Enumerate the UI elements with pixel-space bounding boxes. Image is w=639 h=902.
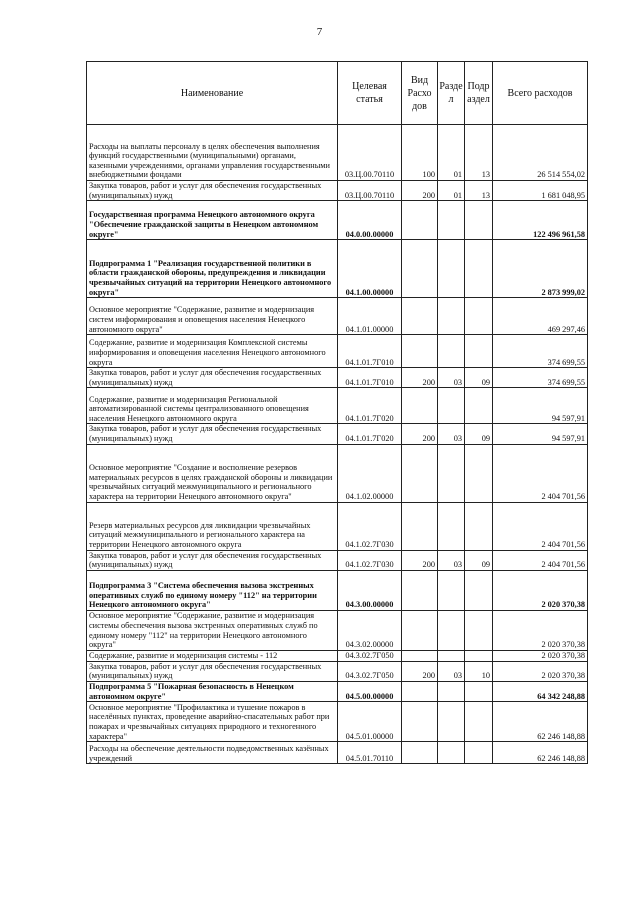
header-row — [87, 62, 588, 125]
row-total: 2 020 370,38 — [493, 661, 588, 681]
row-expense-type — [402, 570, 438, 610]
row-section — [438, 298, 465, 335]
row-subsection: 13 — [465, 125, 493, 181]
table-row — [87, 502, 588, 550]
row-expense-type: 200 — [402, 661, 438, 681]
row-target-article: 04.3.02.7Г050 — [338, 650, 402, 661]
row-name: Содержание, развитие и модернизация Комплексной системы информирования и оповещения населения Ненецкого автономного округа — [87, 335, 338, 368]
row-total: 94 597,91 — [493, 388, 588, 424]
row-subsection — [465, 650, 493, 661]
row-name: Содержание, развитие и модернизация системы - 112 — [87, 650, 338, 661]
table-row — [87, 298, 588, 335]
row-name: Государственная программа Ненецкого автономного округа "Обеспечение гражданской защиты в Ненецком автономном округе" — [87, 201, 338, 240]
table-row — [87, 570, 588, 610]
row-name: Подпрограмма 3 "Система обеспечения вызова экстренных оперативных служб по единому номеру "112" на территории Ненецкого автономного округа" — [87, 570, 338, 610]
table-row — [87, 335, 588, 368]
row-subsection — [465, 681, 493, 701]
row-subsection: 09 — [465, 424, 493, 444]
row-target-article: 04.3.02.00000 — [338, 610, 402, 650]
row-name: Расходы на обеспечение деятельности подведомственных казённых учреждений — [87, 742, 338, 764]
row-expense-type — [402, 240, 438, 298]
table-row — [87, 681, 588, 701]
row-total: 26 514 554,02 — [493, 125, 588, 181]
row-target-article: 04.1.01.7Г020 — [338, 388, 402, 424]
row-total: 62 246 148,88 — [493, 702, 588, 742]
row-section — [438, 240, 465, 298]
row-subsection: 10 — [465, 661, 493, 681]
row-subsection — [465, 335, 493, 368]
row-target-article: 04.1.02.7Г030 — [338, 550, 402, 570]
table-row — [87, 444, 588, 502]
table-row — [87, 650, 588, 661]
row-subsection — [465, 388, 493, 424]
row-name: Основное мероприятие "Создание и восполнение резервов материальных ресурсов в целях гражданской обороны и ликвидации чрезвычайных ситуаций межмуниципального и регионального характера на территории Ненецкого автономного округа" — [87, 444, 338, 502]
row-name: Расходы на выплаты персоналу в целях обеспечения выполнения функций государственными (муниципальными) органами, казенными учреждениями, органами управления государственными внебюджетными фондами — [87, 125, 338, 181]
row-subsection: 13 — [465, 181, 493, 201]
row-subsection — [465, 570, 493, 610]
row-subsection: 09 — [465, 368, 493, 388]
header-section: Разде л — [438, 62, 465, 125]
row-total: 2 020 370,38 — [493, 650, 588, 661]
row-expense-type: 200 — [402, 550, 438, 570]
row-section: 03 — [438, 550, 465, 570]
row-total: 122 496 961,58 — [493, 201, 588, 240]
row-expense-type — [402, 502, 438, 550]
row-target-article: 04.5.01.00000 — [338, 702, 402, 742]
row-total: 374 699,55 — [493, 368, 588, 388]
row-section: 03 — [438, 368, 465, 388]
row-total: 94 597,91 — [493, 424, 588, 444]
row-total: 62 246 148,88 — [493, 742, 588, 764]
table-row — [87, 368, 588, 388]
row-total: 2 404 701,56 — [493, 550, 588, 570]
row-section — [438, 650, 465, 661]
row-expense-type — [402, 610, 438, 650]
row-name: Подпрограмма 5 "Пожарная безопасность в Ненецком автономном округе" — [87, 681, 338, 701]
row-total: 469 297,46 — [493, 298, 588, 335]
budget-table — [86, 61, 588, 764]
row-subsection: 09 — [465, 550, 493, 570]
row-name: Резерв материальных ресурсов для ликвидации чрезвычайных ситуаций межмуниципального и регионального характера на территории Ненецкого автономного округа — [87, 502, 338, 550]
row-section — [438, 702, 465, 742]
table-row — [87, 702, 588, 742]
row-section: 01 — [438, 125, 465, 181]
header-target-article: Целевая статья — [338, 62, 402, 125]
row-expense-type — [402, 742, 438, 764]
row-name: Закупка товаров, работ и услуг для обеспечения государственных (муниципальных) нужд — [87, 661, 338, 681]
header-name: Наименование — [87, 62, 338, 125]
row-expense-type — [402, 681, 438, 701]
row-name: Содержание, развитие и модернизация Региональной автоматизированной системы централизованного оповещения населения Ненецкого автономного округа — [87, 388, 338, 424]
row-section — [438, 388, 465, 424]
row-target-article: 04.3.00.00000 — [338, 570, 402, 610]
row-name: Основное мероприятие "Содержание, развитие и модернизация системы обеспечения вызова экстренных оперативных служб по единому номеру "112" на территории Ненецкого автономного округа" — [87, 610, 338, 650]
row-total: 1 681 048,95 — [493, 181, 588, 201]
row-target-article: 04.1.01.7Г010 — [338, 368, 402, 388]
row-subsection — [465, 502, 493, 550]
row-target-article: 04.1.01.00000 — [338, 298, 402, 335]
row-total: 64 342 248,88 — [493, 681, 588, 701]
row-expense-type: 200 — [402, 424, 438, 444]
row-target-article: 04.5.00.00000 — [338, 681, 402, 701]
row-expense-type: 200 — [402, 368, 438, 388]
row-subsection — [465, 444, 493, 502]
header-subsection: Подр аздел — [465, 62, 493, 125]
row-section — [438, 201, 465, 240]
header-total: Всего расходов — [493, 62, 588, 125]
table-row — [87, 201, 588, 240]
row-target-article: 04.1.02.7Г030 — [338, 502, 402, 550]
row-target-article: 03.Ц.00.70110 — [338, 181, 402, 201]
row-section: 03 — [438, 661, 465, 681]
row-total: 2 873 999,02 — [493, 240, 588, 298]
table-row — [87, 125, 588, 181]
row-section — [438, 444, 465, 502]
row-section — [438, 742, 465, 764]
row-section: 01 — [438, 181, 465, 201]
row-target-article: 04.1.02.00000 — [338, 444, 402, 502]
row-total: 374 699,55 — [493, 335, 588, 368]
row-name: Закупка товаров, работ и услуг для обеспечения государственных (муниципальных) нужд — [87, 550, 338, 570]
row-name: Основное мероприятие "Содержание, развитие и модернизация систем информирования и оповещения населения Ненецкого автономного округа" — [87, 298, 338, 335]
row-section: 03 — [438, 424, 465, 444]
row-name: Закупка товаров, работ и услуг для обеспечения государственных (муниципальных) нужд — [87, 424, 338, 444]
row-expense-type — [402, 201, 438, 240]
row-name: Основное мероприятие "Профилактика и тушение пожаров в населённых пунктах, проведение аварийно-спасательных работ при пожарах и чрезвычайных ситуациях природного и техногенного характера" — [87, 702, 338, 742]
row-expense-type — [402, 335, 438, 368]
row-target-article: 04.1.01.7Г020 — [338, 424, 402, 444]
row-section — [438, 570, 465, 610]
row-total: 2 404 701,56 — [493, 444, 588, 502]
row-expense-type — [402, 650, 438, 661]
row-target-article: 04.1.01.7Г010 — [338, 335, 402, 368]
table-row — [87, 742, 588, 764]
table-row — [87, 240, 588, 298]
row-target-article: 04.0.00.00000 — [338, 201, 402, 240]
table-row — [87, 550, 588, 570]
row-target-article: 03.Ц.00.70110 — [338, 125, 402, 181]
row-subsection — [465, 610, 493, 650]
row-expense-type — [402, 298, 438, 335]
table-row — [87, 388, 588, 424]
row-total: 2 020 370,38 — [493, 570, 588, 610]
table-row — [87, 181, 588, 201]
row-subsection — [465, 742, 493, 764]
row-total: 2 404 701,56 — [493, 502, 588, 550]
row-section — [438, 335, 465, 368]
row-subsection — [465, 201, 493, 240]
row-subsection — [465, 702, 493, 742]
row-section — [438, 610, 465, 650]
row-section — [438, 681, 465, 701]
row-subsection — [465, 240, 493, 298]
row-subsection — [465, 298, 493, 335]
row-section — [438, 502, 465, 550]
row-expense-type — [402, 702, 438, 742]
row-total: 2 020 370,38 — [493, 610, 588, 650]
row-target-article: 04.3.02.7Г050 — [338, 661, 402, 681]
table-row — [87, 610, 588, 650]
row-expense-type: 200 — [402, 181, 438, 201]
row-target-article: 04.5.01.70110 — [338, 742, 402, 764]
table-row — [87, 661, 588, 681]
row-expense-type: 100 — [402, 125, 438, 181]
header-expense-type: Вид Расхо дов — [402, 62, 438, 125]
row-expense-type — [402, 388, 438, 424]
row-name: Закупка товаров, работ и услуг для обеспечения государственных (муниципальных) нужд — [87, 181, 338, 201]
row-name: Подпрограмма 1 "Реализация государственной политики в области гражданской обороны, предупреждения и ликвидации чрезвычайных ситуаций на территории Ненецкого автономного округа" — [87, 240, 338, 298]
row-target-article: 04.1.00.00000 — [338, 240, 402, 298]
table-row — [87, 424, 588, 444]
page-number: 7 — [316, 26, 323, 38]
row-expense-type — [402, 444, 438, 502]
row-name: Закупка товаров, работ и услуг для обеспечения государственных (муниципальных) нужд — [87, 368, 338, 388]
